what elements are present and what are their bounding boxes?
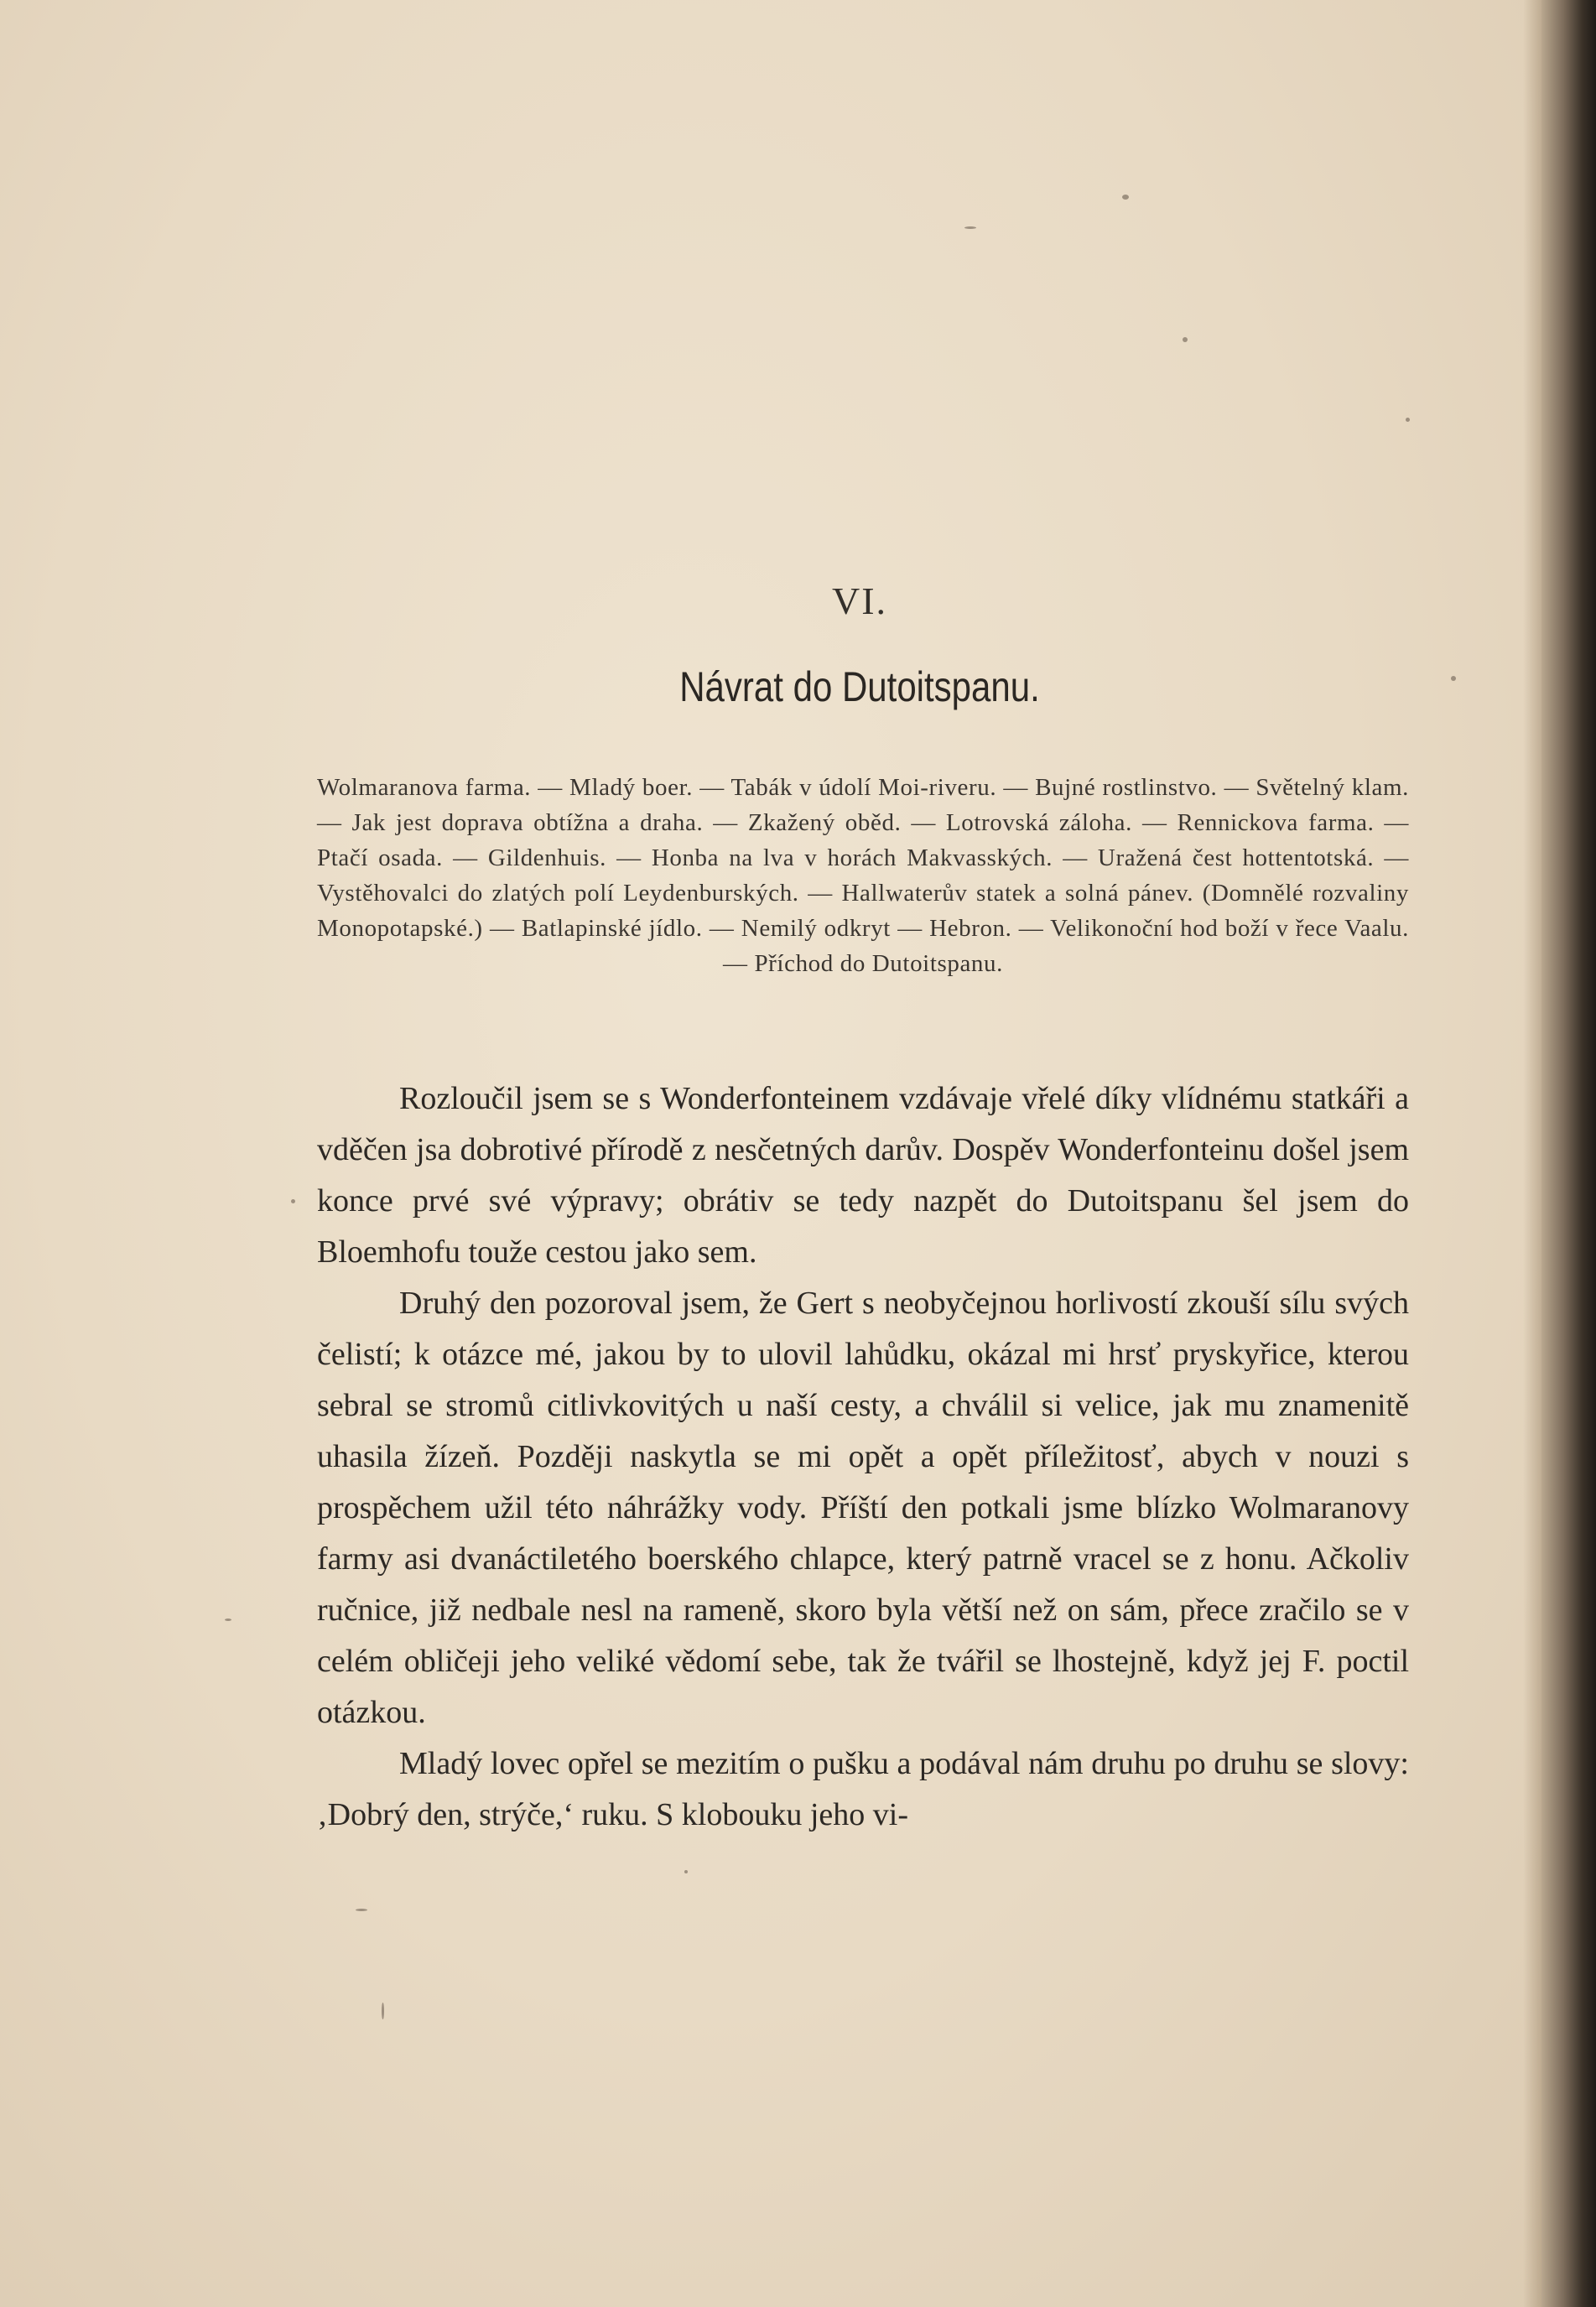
paper-speck (291, 1199, 295, 1203)
paper-speck (225, 1619, 231, 1621)
paper-speck (382, 2003, 384, 2019)
paper-speck (684, 1870, 688, 1873)
book-spine-shadow (1541, 0, 1596, 2307)
chapter-body (317, 1073, 1409, 1841)
chapter-title: Návrat do Dutoitspanu. (679, 663, 1040, 710)
paper-speck (356, 1909, 367, 1911)
paragraph: Rozloučil jsem se s Wonderfonteinem vzdávaje vřelé díky vlídnému statkáři a vděčen jsa dobrotivé přírodě z nesčetných darův. Dospěv Wonderfonteinu došel jsem konce prvé své výpravy; obrátiv se tedy nazpět do Dutoitspanu šel jsem do Bloemhofu touže cestou jako sem. (317, 1081, 1409, 1270)
paper-speck (1406, 418, 1410, 422)
paper-speck (1122, 195, 1129, 200)
paper-speck (964, 226, 976, 229)
chapter-synopsis: Wolmaranova farma. — Mladý boer. — Tabák v údolí Moi-riveru. — Bujné rostlinstvo. — Světelný klam. — Jak jest doprava obtížna a draha. — Zkažený oběd. — Lotrovská záloha. — Rennickova farma. — Ptačí osada. — Gildenhuis. — Honba na lva v horách Makvasských. — Uražená čest hottentotská. — Vystěhovalci do zlatých polí Leydenburských. — Hallwaterův statek a solná pánev. (Domnělé rozvaliny Monopotapské.) — Batlapinské jídlo. — Nemilý odkryt — Hebron. — Velikonoční hod boží v řece Vaalu. — Příchod do Dutoitspanu. (317, 774, 1409, 977)
page-edge-shadow (1523, 0, 1541, 2307)
chapter-number: VI. (831, 579, 888, 622)
paper-speck (1183, 337, 1188, 342)
paragraph: Mladý lovec opřel se mezitím o pušku a podával nám druhu po druhu se slovy: ‚Dobrý den, strýče,‘ ruku. S klobouku jeho vi- (317, 1746, 1409, 1832)
paragraph: Druhý den pozoroval jsem, že Gert s neobyčejnou horlivostí zkouší sílu svých čelistí; k otázce mé, jakou by to ulovil lahůdku, okázal mi hrsť pryskyřice, kterou sebral se stromů citlivkovitých u naší cesty, a chválil si velice, jak mu znamenitě uhasila žízeň. Později naskytla se mi opět a opět příležitosť, abych v nouzi s prospěchem užil této náhrážky vody. Příští den potkali jsme blízko Wolmaranovy farmy asi dvanáctiletého boerského chlapce, který patrně vracel se z honu. Ačkoliv ručnice, již nedbale nesl na rameně, skoro byla větší než on sám, přece zračilo se v celém obličeji jeho veliké vědomí sebe, tak že tvářil se lhostejně, když jej F. poctil otázkou. (317, 1286, 1409, 1730)
